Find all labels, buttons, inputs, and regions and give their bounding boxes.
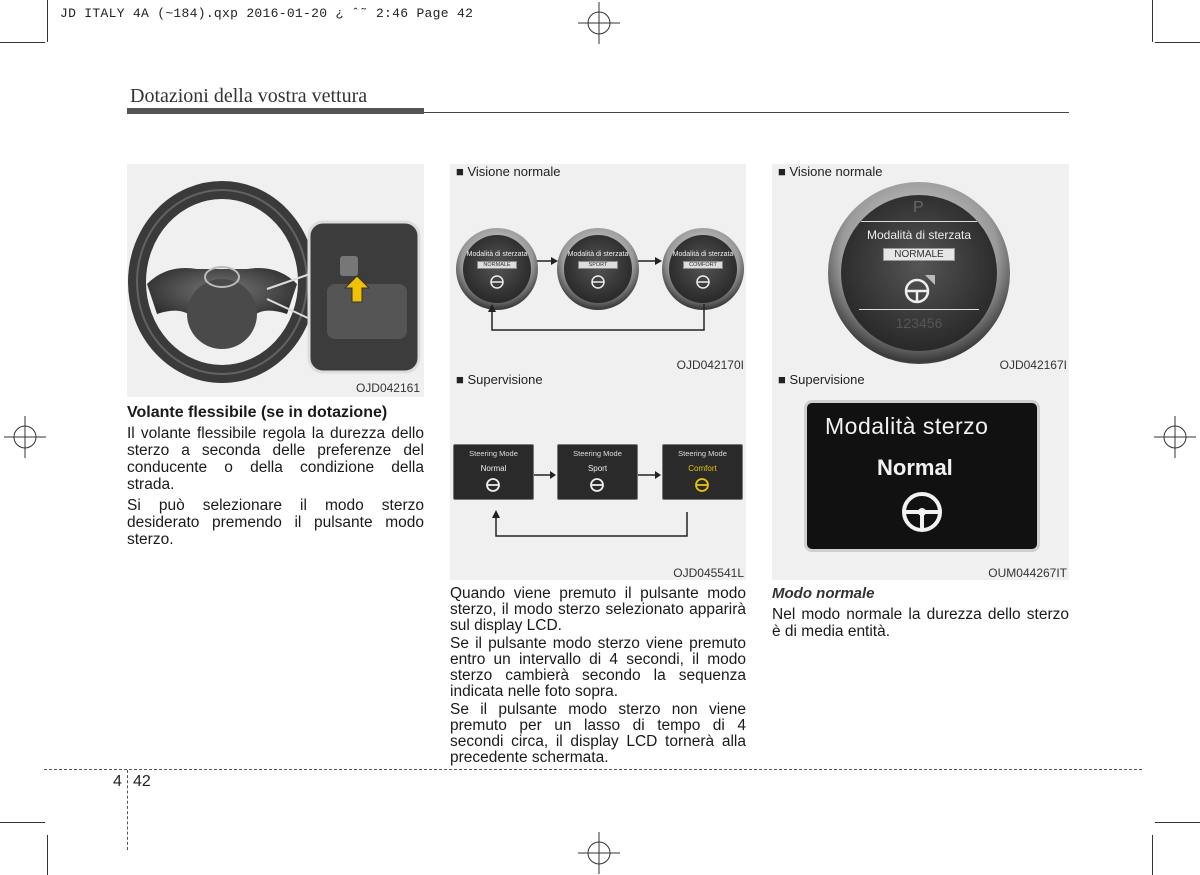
figure-label: ■ Supervisione — [778, 372, 865, 387]
footer-rule — [44, 769, 1142, 770]
crop-mark — [1152, 835, 1153, 875]
column-1-text — [127, 404, 424, 548]
crop-mark — [1155, 42, 1200, 43]
paragraph: Il volante flessibile regola la durezza dello sterzo a seconda delle preferenze del conducente o della condizione della strada. — [127, 425, 424, 493]
header-rule-thick — [127, 108, 424, 114]
column-2-text — [450, 586, 746, 766]
supervision-screen-figure — [772, 372, 1069, 580]
screen-title: Steering Mode — [469, 449, 518, 458]
crop-mark — [0, 822, 45, 823]
registration-mark-bottom — [578, 832, 620, 874]
screen-title: Modalità sterzo — [825, 413, 989, 439]
steering-wheel-figure — [127, 164, 424, 397]
gauge-mode: SPORT — [578, 261, 618, 269]
screen-title: Steering Mode — [573, 449, 622, 458]
crop-mark — [1152, 0, 1153, 42]
gauge-title: Modalità di sterzata — [672, 251, 734, 258]
figure-code: OUM044267IT — [988, 566, 1067, 580]
gear-indicator: P — [913, 199, 924, 216]
figure-label: ■ Visione normale — [456, 164, 561, 179]
gauge-title: Modalità di sterzata — [567, 251, 629, 258]
subsection-heading: Modo normale — [772, 585, 875, 602]
figure-code: OJD042161 — [355, 381, 420, 395]
footer-divider — [127, 770, 128, 850]
registration-mark-right — [1154, 416, 1196, 458]
sequence-arrows — [450, 372, 746, 580]
gauge-divider — [859, 309, 979, 310]
sequence-arrows — [450, 164, 746, 372]
section-header-title: Dotazioni della vostra vettura — [130, 85, 368, 107]
section-number: 4 — [113, 773, 122, 790]
registration-mark-top — [578, 2, 620, 44]
screen-mode: Normal — [480, 464, 507, 473]
header-rule-thin — [424, 112, 1069, 113]
normal-view-gauge-figure — [772, 164, 1069, 372]
steering-wheel-illustration — [127, 164, 424, 397]
gauge-title: Modalità di sterzata — [466, 251, 528, 258]
screen-mode: Comfort — [688, 464, 717, 473]
paragraph: Si può selezionare il modo sterzo desiderato premendo il pulsante modo sterzo. — [127, 497, 424, 548]
figure-code: OJD045541L — [673, 566, 744, 580]
crop-mark — [47, 0, 48, 42]
gauge-mode: COMFORT — [683, 261, 723, 269]
crop-mark — [0, 42, 45, 43]
screen-mode: Normal — [877, 455, 953, 480]
gauge-mode: NORMALE — [477, 261, 517, 269]
figure-code: OJD042170I — [676, 358, 744, 372]
figure-label: ■ Supervisione — [456, 372, 543, 387]
gauge-title: Modalità di sterzata — [866, 228, 972, 242]
lcd-screen — [804, 400, 1040, 552]
section-heading: Volante flessibile (se in dotazione) — [127, 404, 388, 421]
screen-mode: Sport — [587, 464, 608, 473]
registration-mark-left — [4, 416, 46, 458]
steering-wheel-icon — [899, 489, 945, 535]
page-number: 42 — [133, 773, 151, 790]
paragraph: Se il pulsante modo sterzo viene premuto entro un intervallo di 4 secondi, il modo sterzo cambierà secondo la sequenza indicata nelle foto sopra. — [450, 635, 746, 700]
print-info-line: JD ITALY 4A (~184).qxp 2016-01-20 ¿ ˆ˜ 2:46 Page 42 — [60, 6, 474, 21]
supervision-sequence-figure — [450, 372, 746, 580]
crop-mark — [47, 835, 48, 875]
screen-title: Steering Mode — [678, 449, 727, 458]
paragraph: Quando viene premuto il pulsante modo sterzo, il modo sterzo selezionato apparirà sul display LCD. — [450, 585, 746, 634]
paragraph: Nel modo normale la durezza dello sterzo è di media entità. — [772, 606, 1069, 640]
steering-wheel-icon — [901, 273, 937, 305]
gauge-mode: NORMALE — [883, 248, 955, 261]
column-3-text — [772, 585, 1069, 640]
normal-view-sequence-figure — [450, 164, 746, 372]
gauge-divider — [861, 221, 977, 222]
crop-mark — [1155, 822, 1200, 823]
figure-label: ■ Visione normale — [778, 164, 883, 179]
figure-code: OJD042167I — [999, 358, 1067, 372]
gauge-large — [828, 182, 1010, 364]
odometer: 123456 — [895, 315, 943, 331]
paragraph: Se il pulsante modo sterzo non viene premuto per un lasso di tempo di 4 secondi circa, il display LCD tornerà alla precedente schermata. — [450, 701, 746, 766]
